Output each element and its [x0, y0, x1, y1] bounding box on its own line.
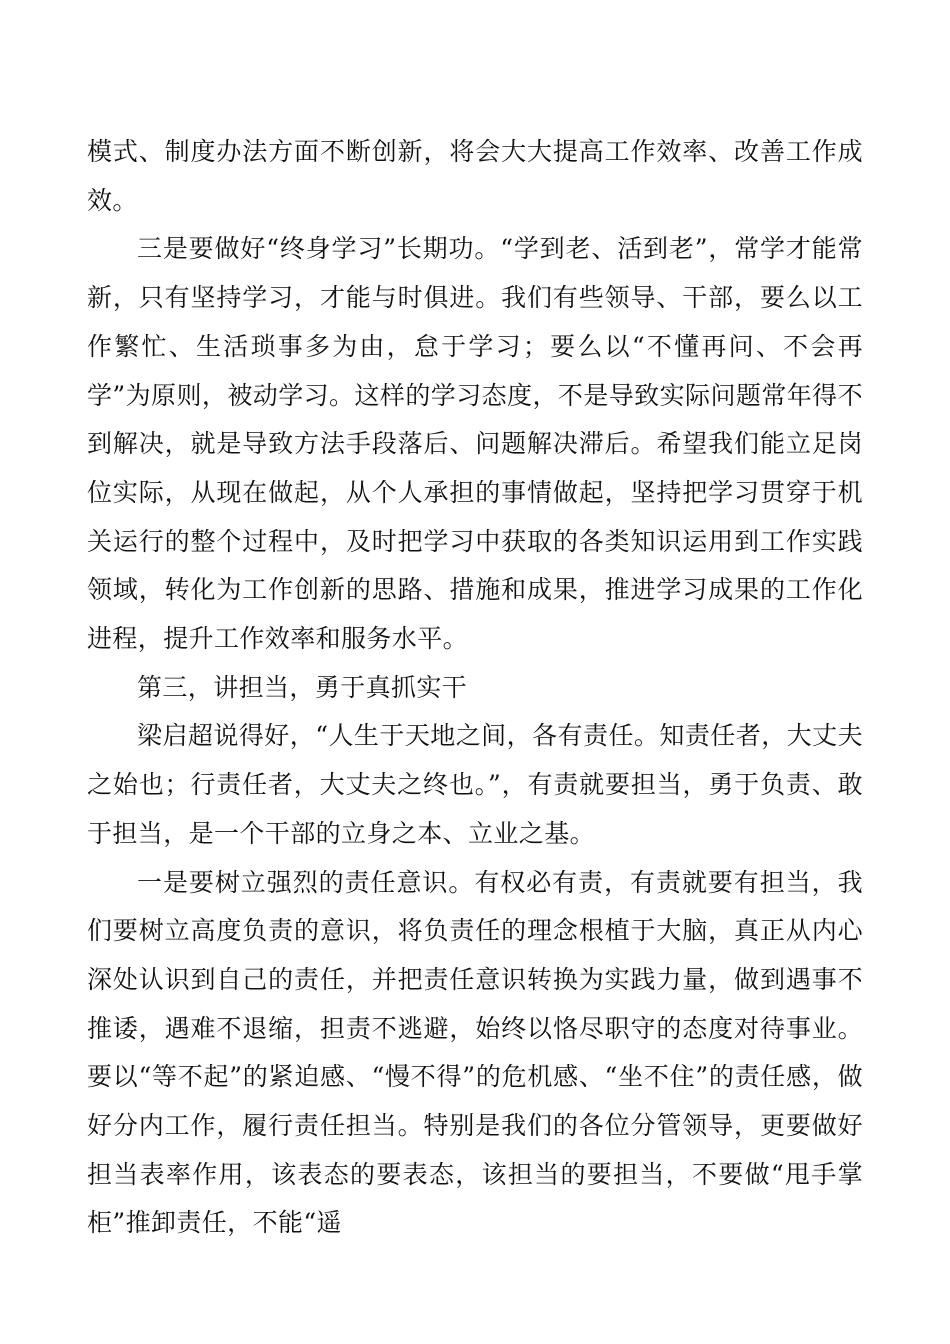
paragraph-lifelong-learning: 三是要做好“终身学习”长期功。“学到老、活到老”，常学才能常新，只有坚持学习，才能与时俱进。我们有些领导、干部，要么以工作繁忙、生活琐事多为由，怠于学习；要么以“不懂再问、不会再学”为原则，被动学习。这样的学习态度，不是导致实际问题常年得不到解决，就是导致方法手段落后、问题解决滞后。希望我们能立足岗位实际，从现在做起，从个人承担的事情做起，坚持把学习贯穿于机关运行的整个过程中，及时把学习中获取的各类知识运用到工作实践领域，转化为工作创新的思路、措施和成果，推进学习成果的工作化进程，提升工作效率和服务水平。	[87, 234, 863, 654]
section-heading-responsibility: 第三，讲担当，勇于真抓实干	[137, 672, 468, 702]
paragraph-liang-qichao-quote: 梁启超说得好，“人生于天地之间，各有责任。知责任者，大丈夫之始也；行责任者，大丈夫之终也。”，有责就要担当，勇于负责、敢于担当，是一个干部的立身之本、立业之基。	[87, 721, 863, 848]
paragraph-sense-of-responsibility: 一是要树立强烈的责任意识。有权必有责，有责就要有担当，我们要树立高度负责的意识，将负责任的理念根植于大脑，真正从内心深处认识到自己的责任，并把责任意识转换为实践力量，做到遇事不推诿，遇难不退缩，担责不逃避，始终以恪尽职守的态度对待事业。要以“等不起”的紧迫感、“慢不得”的危机感、“坐不住”的责任感，做好分内工作，履行责任担当。特别是我们的各位分管领导，更要做好担当表率作用，该表态的要表态，该担当的要担当，不要做“甩手掌柜”推卸责任，不能“遥	[87, 867, 863, 1238]
paragraph-continuation: 模式、制度办法方面不断创新，将会大大提高工作效率、改善工作成效。	[87, 137, 863, 215]
document-body	[87, 128, 863, 1248]
